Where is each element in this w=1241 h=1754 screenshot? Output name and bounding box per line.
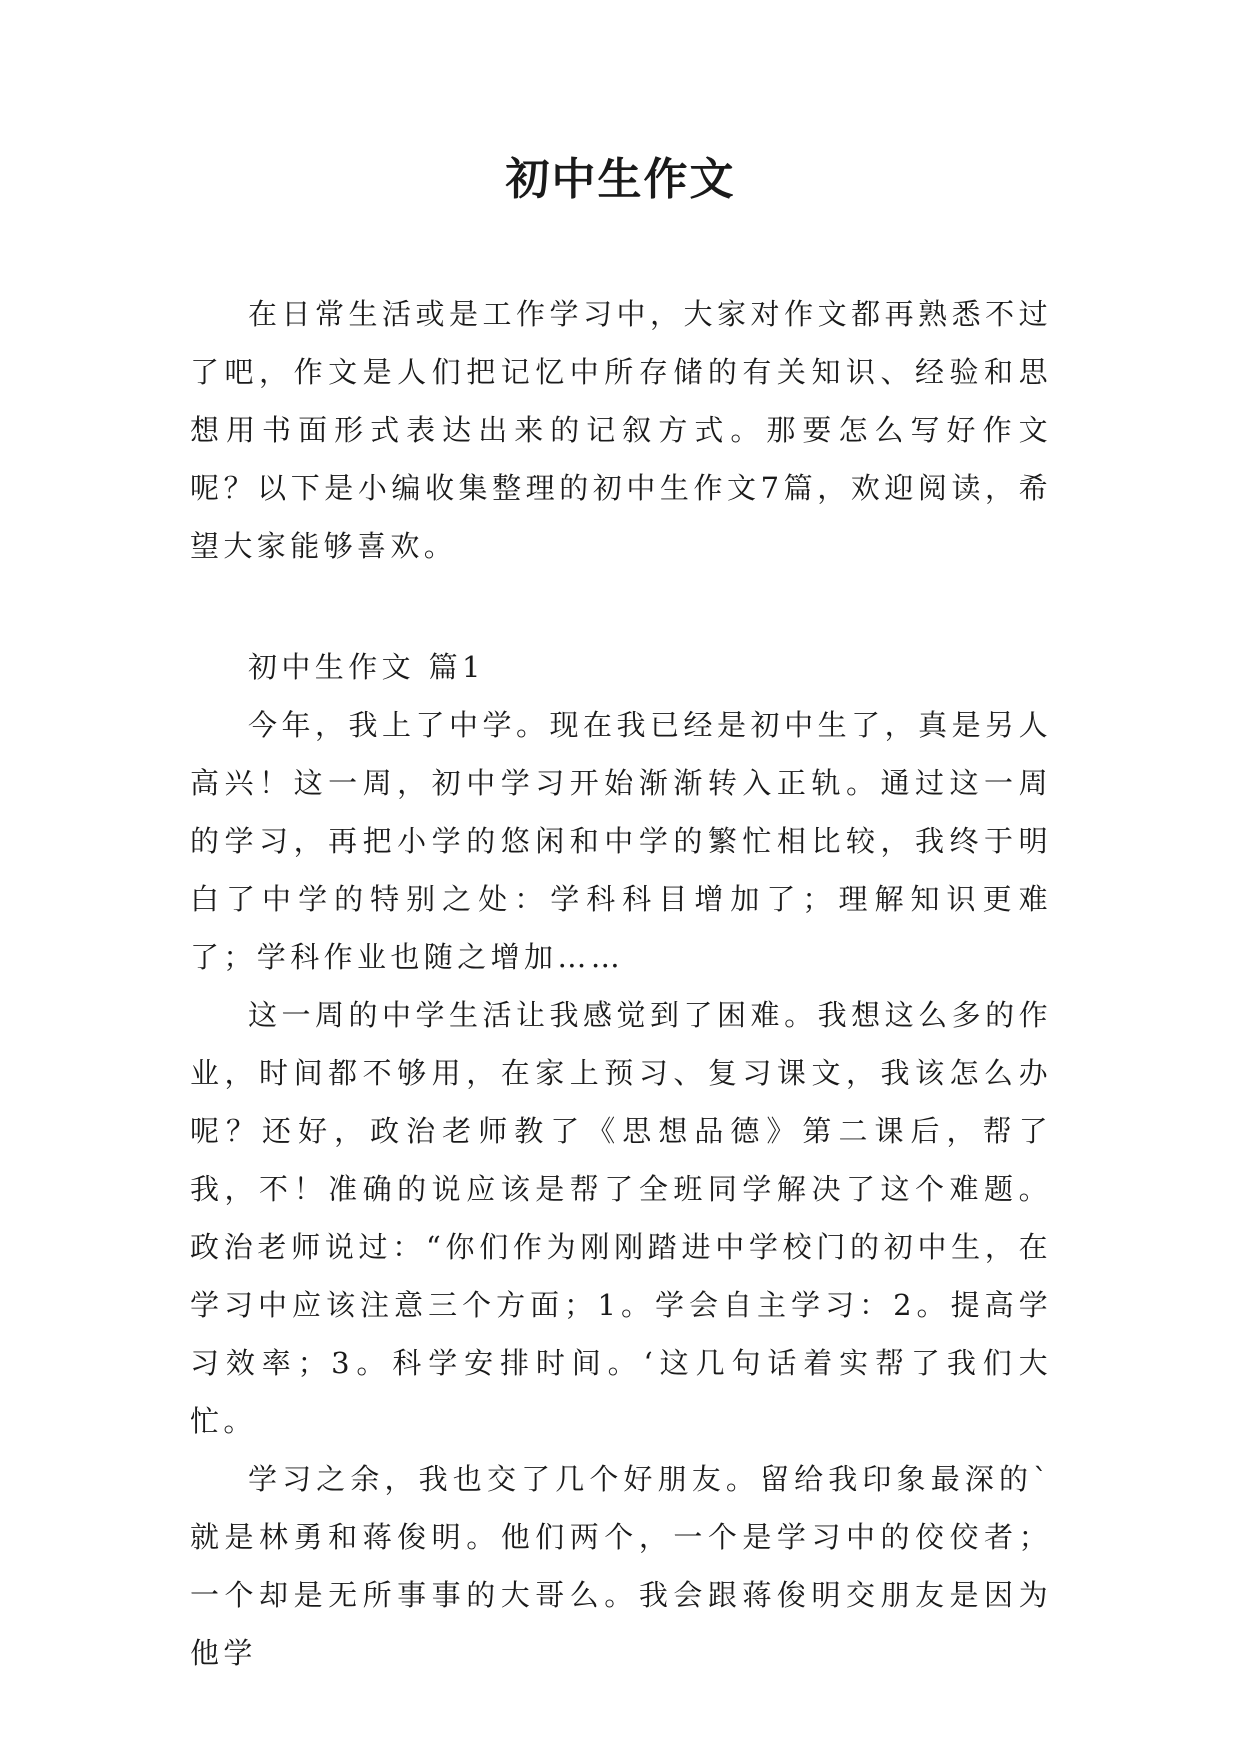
body-paragraph-1: 今年，我上了中学。现在我已经是初中生了，真是另人高兴！这一周，初中学习开始渐渐转入正轨。通过这一周的学习，再把小学的悠闲和中学的繁忙相比较，我终于明白了中学的特别之处：学科科目增加了；理解知识更难了；学科作业也随之增加……	[190, 708, 1052, 974]
document-title: 初中生作文	[505, 154, 736, 205]
essay-section	[190, 638, 1052, 1682]
section-heading: 初中生作文 篇1	[248, 650, 485, 684]
intro-paragraph: 在日常生活或是工作学习中，大家对作文都再熟悉不过了吧，作文是人们把记忆中所存储的有关知识、经验和思想用书面形式表达出来的记叙方式。那要怎么写好作文呢？以下是小编收集整理的初中生作文7篇，欢迎阅读，希望大家能够喜欢。	[190, 297, 1052, 563]
body-paragraph-2: 这一周的中学生活让我感觉到了困难。我想这么多的作业，时间都不够用，在家上预习、复习课文，我该怎么办呢？还好，政治老师教了《思想品德》第二课后，帮了我，不！准确的说应该是帮了全班同学解决了这个难题。政治老师说过：“你们作为刚刚踏进中学校门的初中生，在学习中应该注意三个方面；1。学会自主学习：2。提高学习效率；3。科学安排时间。‘这几句话着实帮了我们大忙。	[190, 998, 1052, 1438]
body-paragraph-3: 学习之余，我也交了几个好朋友。留给我印象最深的`就是林勇和蒋俊明。他们两个，一个是学习中的佼佼者；一个却是无所事事的大哥么。我会跟蒋俊明交朋友是因为他学	[190, 1462, 1052, 1670]
intro-block	[190, 285, 1052, 575]
